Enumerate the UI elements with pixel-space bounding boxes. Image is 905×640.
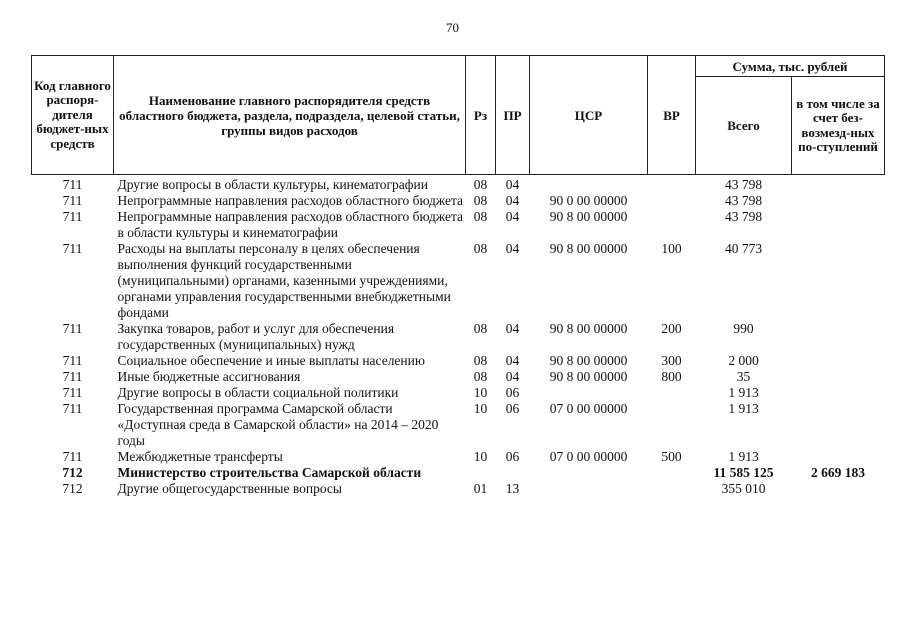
cell-vr <box>648 193 696 209</box>
cell-total: 1 913 <box>728 401 759 416</box>
cell-rz: 01 <box>473 481 488 496</box>
cell-code: 711 <box>62 369 83 384</box>
cell-gratis: 2 669 183 <box>811 465 865 480</box>
cell-vr: 300 <box>661 353 682 368</box>
cell-pr: 13 <box>505 481 520 496</box>
cell-pr: 06 <box>505 401 520 416</box>
cell-name: Непрограммные направления расходов областного бюджета в области культуры и кинематографии <box>117 209 464 240</box>
cell-total: 2 000 <box>728 353 759 368</box>
cell-name: Непрограммные направления расходов областного бюджета <box>117 193 464 208</box>
cell-total: 1 913 <box>728 449 759 464</box>
cell-rz: 08 <box>473 369 488 384</box>
cell-csr: 07 0 00 00000 <box>549 449 628 464</box>
table-row <box>32 449 885 465</box>
cell-gratis <box>792 401 885 449</box>
cell-code: 712 <box>62 465 83 480</box>
cell-rz: 08 <box>473 209 488 224</box>
cell-name: Государственная программа Самарской области «Доступная среда в Самарской области» на 2014 – 2020 годы <box>117 401 439 448</box>
cell-code: 711 <box>62 401 83 416</box>
cell-name: Расходы на выплаты персоналу в целях обеспечения выполнения функций государственными (муниципальными) органами, казенными учреждениями, органами управления государственными внебюджетными фондами <box>117 241 451 320</box>
cell-pr: 06 <box>505 449 520 464</box>
cell-code: 711 <box>62 385 83 400</box>
table-row <box>32 241 885 321</box>
cell-name: Закупка товаров, работ и услуг для обеспечения государственных (муниципальных) нужд <box>117 321 395 352</box>
header-rz: Рз <box>466 56 496 175</box>
cell-gratis <box>792 353 885 369</box>
cell-vr <box>648 465 696 481</box>
cell-vr <box>648 401 696 449</box>
cell-total: 35 <box>736 369 751 384</box>
cell-csr: 90 8 00 00000 <box>549 209 628 224</box>
cell-pr <box>496 465 530 481</box>
table-body <box>32 175 885 498</box>
header-csr: ЦСР <box>530 56 648 175</box>
header-code: Код главного распоря-дителя бюджет-ных средств <box>32 56 114 175</box>
cell-vr: 500 <box>661 449 682 464</box>
cell-pr: 04 <box>505 177 520 192</box>
cell-code: 711 <box>62 241 83 256</box>
header-pr: ПР <box>496 56 530 175</box>
cell-rz: 08 <box>473 193 488 208</box>
cell-name: Другие вопросы в области социальной политики <box>117 385 399 400</box>
cell-code: 711 <box>62 209 83 224</box>
cell-pr: 04 <box>505 193 520 208</box>
cell-total: 43 798 <box>724 177 763 192</box>
cell-code: 712 <box>62 481 83 496</box>
table-row <box>32 353 885 369</box>
table-row <box>32 209 885 241</box>
cell-pr: 04 <box>505 209 520 224</box>
cell-total: 990 <box>733 321 754 336</box>
cell-code: 711 <box>62 353 83 368</box>
cell-name: Социальное обеспечение и иные выплаты населению <box>117 353 425 368</box>
cell-csr <box>530 465 648 481</box>
cell-gratis <box>792 481 885 497</box>
cell-total: 1 913 <box>728 385 759 400</box>
cell-rz: 08 <box>473 241 488 256</box>
cell-csr <box>530 481 648 497</box>
cell-csr: 90 8 00 00000 <box>549 353 628 368</box>
table-header <box>32 56 885 175</box>
cell-vr <box>648 481 696 497</box>
cell-total: 11 585 125 <box>713 465 774 480</box>
cell-name: Иные бюджетные ассигнования <box>117 369 301 384</box>
page-number: 70 <box>446 20 459 35</box>
table-row <box>32 193 885 209</box>
header-vr: ВР <box>648 56 696 175</box>
cell-code: 711 <box>62 193 83 208</box>
cell-csr: 07 0 00 00000 <box>549 401 628 416</box>
cell-gratis <box>792 209 885 241</box>
cell-total: 43 798 <box>724 193 763 208</box>
table-row <box>32 175 885 194</box>
cell-rz: 08 <box>473 353 488 368</box>
cell-rz <box>466 465 496 481</box>
cell-code: 711 <box>62 449 83 464</box>
cell-vr <box>648 209 696 241</box>
header-name: Наименование главного распорядителя средств областного бюджета, раздела, подраздела, целевой статьи, группы видов расходов <box>114 56 466 175</box>
cell-gratis <box>792 321 885 353</box>
cell-csr: 90 0 00 00000 <box>549 193 628 208</box>
header-total: Всего <box>696 77 792 175</box>
cell-csr: 90 8 00 00000 <box>549 369 628 384</box>
table-row <box>32 465 885 481</box>
cell-vr: 100 <box>661 241 682 256</box>
cell-pr: 04 <box>505 321 520 336</box>
cell-code: 711 <box>62 321 83 336</box>
cell-rz: 10 <box>473 385 488 400</box>
cell-csr <box>530 385 648 401</box>
cell-name: Межбюджетные трансферты <box>117 449 283 464</box>
cell-total: 355 010 <box>721 481 766 496</box>
cell-vr: 200 <box>661 321 682 336</box>
cell-name: Другие вопросы в области культуры, кинематографии <box>117 177 428 192</box>
cell-code: 711 <box>62 177 83 192</box>
cell-pr: 04 <box>505 353 520 368</box>
cell-total: 40 773 <box>724 241 763 256</box>
cell-csr <box>530 175 648 194</box>
table-row <box>32 369 885 385</box>
cell-rz: 08 <box>473 177 488 192</box>
table-row <box>32 481 885 497</box>
cell-pr: 04 <box>505 369 520 384</box>
table-row <box>32 385 885 401</box>
cell-pr: 04 <box>505 241 520 256</box>
cell-gratis <box>792 241 885 321</box>
cell-rz: 10 <box>473 401 488 416</box>
header-gratis: в том числе за счет без-возмезд-ных по-ступлений <box>792 77 885 175</box>
cell-pr: 06 <box>505 385 520 400</box>
cell-gratis <box>792 385 885 401</box>
cell-vr: 800 <box>661 369 682 384</box>
cell-rz: 08 <box>473 321 488 336</box>
cell-gratis <box>792 369 885 385</box>
cell-csr: 90 8 00 00000 <box>549 241 628 256</box>
table-row <box>32 401 885 449</box>
budget-table <box>31 55 885 497</box>
cell-gratis <box>792 193 885 209</box>
cell-name: Другие общегосударственные вопросы <box>117 481 342 496</box>
table-row <box>32 321 885 353</box>
cell-csr: 90 8 00 00000 <box>549 321 628 336</box>
cell-gratis <box>792 175 885 194</box>
cell-rz: 10 <box>473 449 488 464</box>
header-sum: Сумма, тыс. рублей <box>696 56 885 77</box>
cell-name: Министерство строительства Самарской области <box>117 465 422 480</box>
cell-vr <box>648 175 696 194</box>
cell-gratis <box>792 449 885 465</box>
cell-total: 43 798 <box>724 209 763 224</box>
cell-vr <box>648 385 696 401</box>
